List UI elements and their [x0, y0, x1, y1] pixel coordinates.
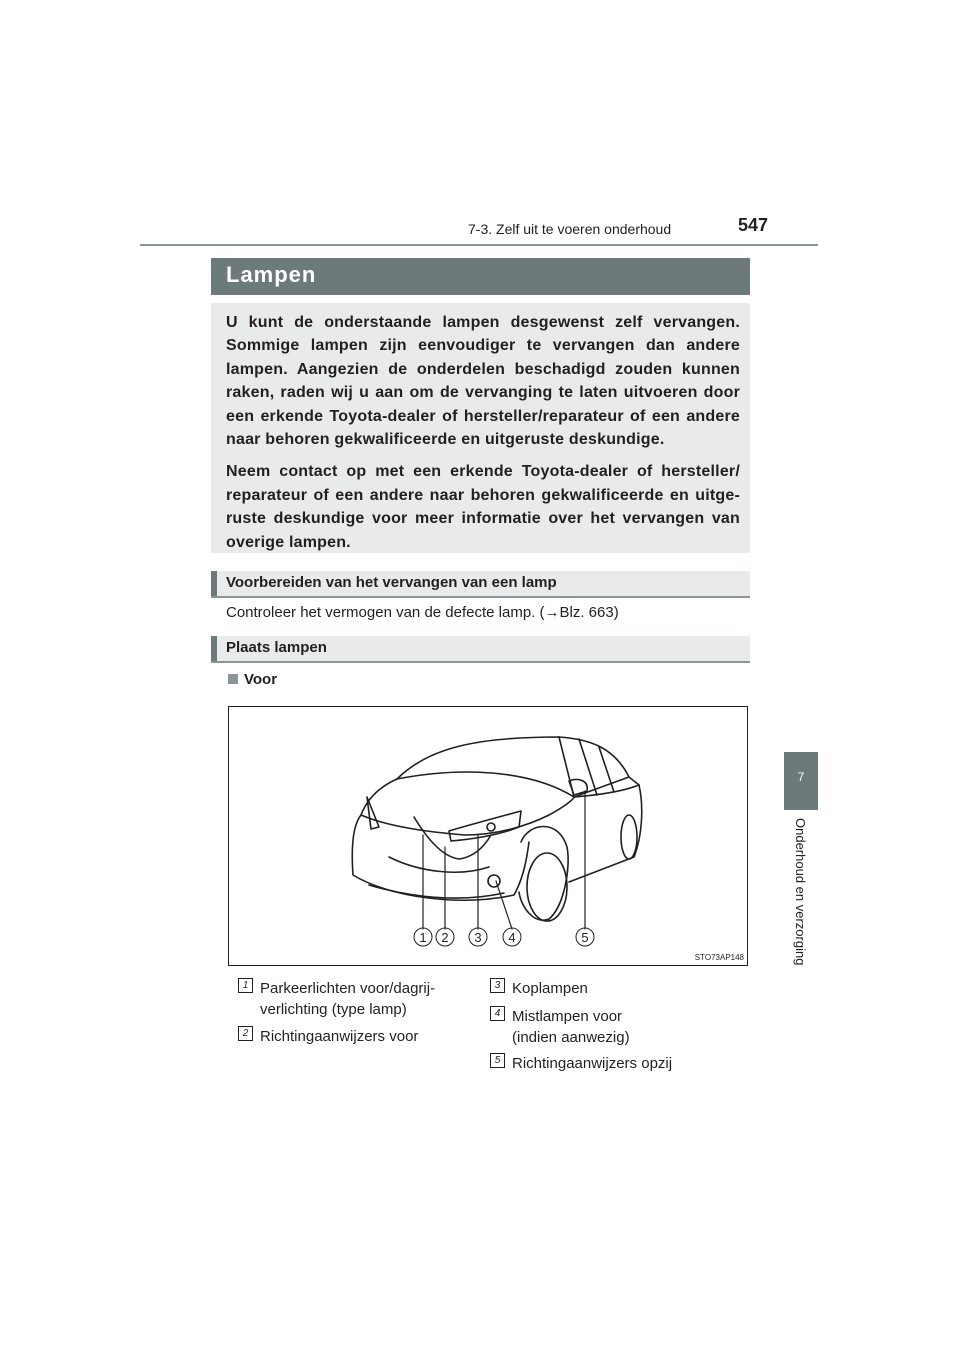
header-rule — [140, 244, 818, 246]
legend-text: verlichting (type lamp) — [260, 1001, 407, 1018]
legend-number: 3 — [490, 978, 505, 993]
legend-number: 5 — [490, 1053, 505, 1068]
fog-lamp — [488, 875, 500, 887]
legend-text: Parkeerlichten voor/dagrij- — [260, 980, 436, 997]
rear-wheel — [621, 815, 637, 859]
roof-line — [397, 737, 629, 779]
lower-grille-line — [369, 885, 504, 898]
page-title-banner — [211, 258, 750, 295]
callout-label: 5 — [581, 930, 589, 945]
front-label-text: Voor — [244, 671, 278, 688]
callout-label: 4 — [508, 930, 516, 945]
page-title: Lampen — [226, 262, 317, 287]
callout-label: 3 — [474, 930, 482, 945]
prepare-heading-text: Voorbereiden van het vervangen van een lamp — [226, 574, 557, 591]
body-side — [569, 785, 642, 882]
prepare-heading — [211, 571, 750, 598]
section-title: 7-3. Zelf uit te voeren onderhoud — [468, 221, 672, 237]
square-bullet-icon — [228, 674, 238, 684]
chapter-label — [790, 818, 810, 988]
chapter-label-text: Onderhoud en verzorging — [793, 818, 808, 966]
hood-rear-edge — [397, 772, 574, 797]
callout-label: 1 — [419, 930, 427, 945]
headlight-lens — [487, 823, 495, 831]
side-windows — [579, 739, 614, 795]
legend-text: Richtingaanwijzers voor — [260, 1028, 419, 1045]
intro-paragraph: U kunt de onderstaande lampen desgewenst zelf vervangen. Sommige lampen zijn eenvoudiger te vervangen dan andere lampen. Aangezien de onderdelen beschadigd zouden kunnen raken, raden wij u aan om de vervanging te laten uitvoeren door een erkende Toyota-dealer of hersteller/reparateur of een andere naar behoren gekwalificeerde en uitgeruste deskundige. — [226, 314, 740, 449]
callout-leaders — [423, 791, 585, 929]
legend-text: (indien aanwezig) — [512, 1029, 630, 1046]
locations-heading-text: Plaats lampen — [226, 639, 327, 656]
prepare-text: Controleer het vermogen van de defecte lamp. (→Blz. 663) — [226, 604, 619, 621]
heading-bar — [211, 571, 217, 596]
legend-number: 1 — [238, 978, 253, 993]
intro-paragraph: Neem contact op met een erkende Toyota-dealer of hersteller/ reparateur of een andere naar behoren gekwalificeerde en uitge-ruste deskundige voor meer informatie over het vervangen van overige lampen. — [226, 463, 740, 551]
legend-text: Mistlampen voor — [512, 1008, 623, 1025]
heading-bar — [211, 636, 217, 661]
legend-item — [512, 978, 588, 999]
callout-label: 2 — [441, 930, 449, 945]
intro-box — [211, 303, 750, 553]
legend-text: Koplampen — [512, 980, 588, 997]
locations-heading — [211, 636, 750, 663]
legend-number: 4 — [490, 1006, 505, 1021]
front-wheel — [527, 853, 567, 921]
legend-item — [260, 1026, 418, 1047]
car-figure — [228, 706, 748, 966]
legend-item — [512, 1053, 672, 1074]
grille-mid — [389, 857, 489, 872]
front-wheel-arch — [519, 826, 568, 920]
right-headlight — [449, 811, 521, 841]
car-illustration — [229, 707, 747, 965]
page-number: 547 — [738, 215, 769, 235]
legend-item — [512, 1006, 630, 1048]
figure-code: STO73AP148 — [694, 953, 744, 962]
left-headlight — [367, 797, 379, 829]
legend-number: 2 — [238, 1026, 253, 1041]
front-label — [228, 671, 277, 688]
legend-text: Richtingaanwijzers opzij — [512, 1055, 673, 1072]
legend-item — [260, 978, 435, 1020]
chapter-tab: 7 — [784, 752, 818, 810]
